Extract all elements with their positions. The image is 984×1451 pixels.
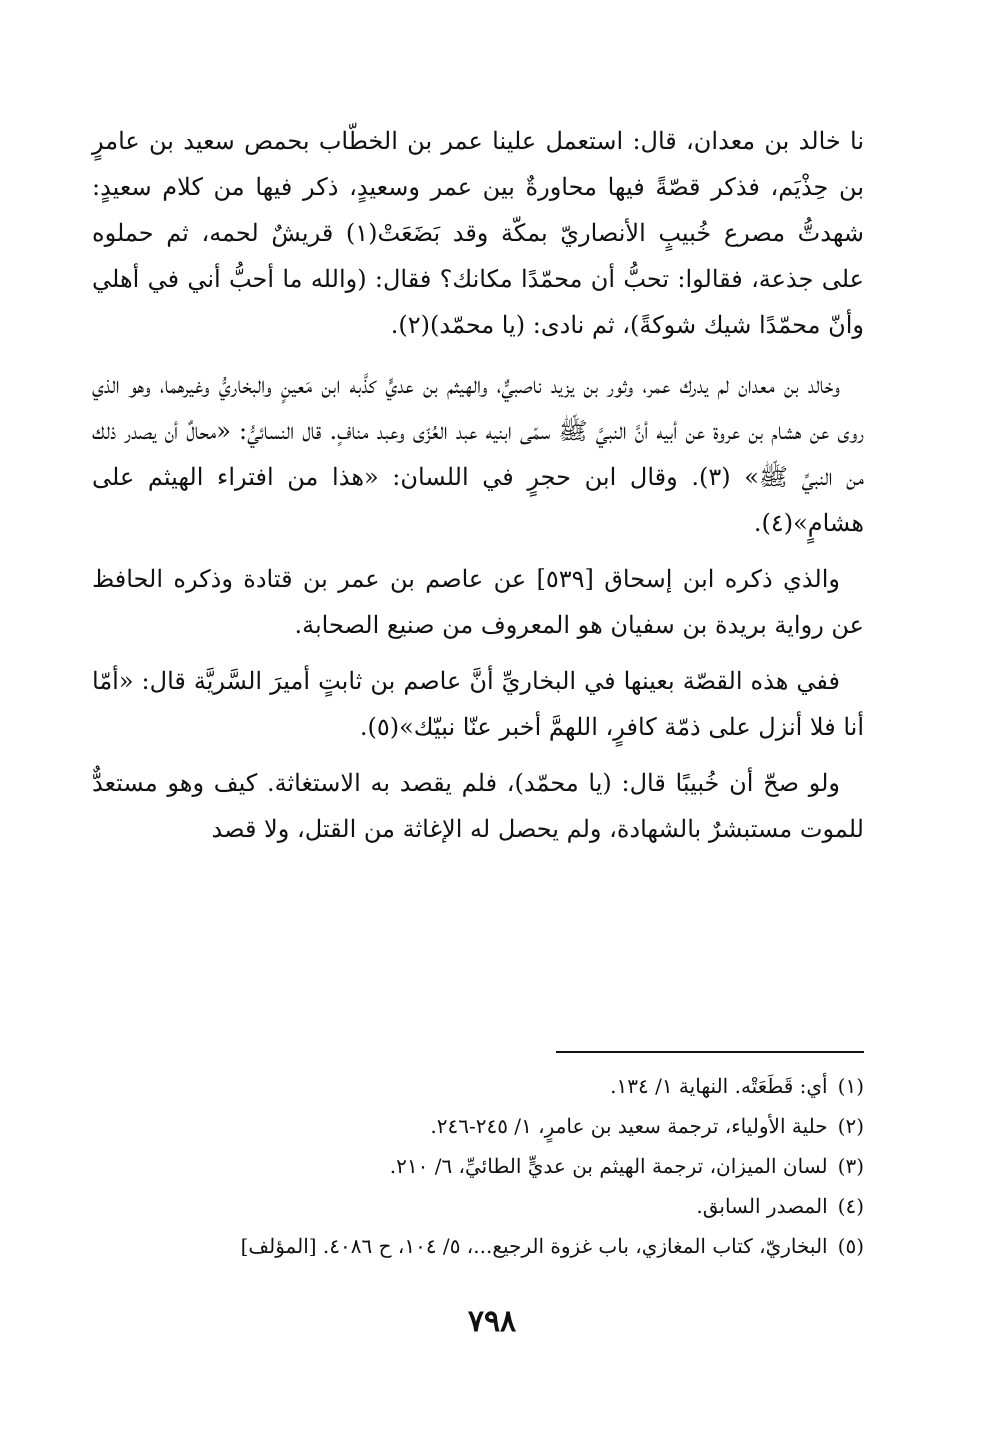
paragraph-4: ففي هذه القصّة بعينها في البخاريِّ أنَّ عاصم بن ثابتٍ أميرَ السَّريَّة قال: «أمّا أنا فلا أنزل على ذمّة كافرٍ، اللهمَّ أخبر عنّا نبيّك»(٥). <box>92 667 864 741</box>
footnote-text: لسان الميزان، ترجمة الهيثم بن عديٍّ الطائيِّ، ٦/ ٢١٠. <box>389 1154 828 1178</box>
footnote-1 <box>92 1066 864 1106</box>
footnote-number: (١) <box>837 1074 864 1098</box>
footnote-3 <box>92 1146 864 1186</box>
footnote-2 <box>92 1106 864 1146</box>
footnote-4 <box>92 1186 864 1226</box>
paragraph-1: نا خالد بن معدان، قال: استعمل علينا عمر بن الخطّاب بحمص سعيد بن عامرٍ بن حِذْيَم، فذكر قصّةً فيها محاورةٌ بين عمر وسعيدٍ، ذكر فيها من كلام سعيدٍ: شهدتُّ مصرع خُبيبٍ الأنصاريّ بمكّة وقد بَضَعَتْ(١) قريشٌ لحمه، ثم حملوه على جذعة، فقالوا: تحبُّ أن محمّدًا مكانك؟ فقال: (والله ما أحبُّ أني في أهلي وأنّ محمّدًا شيك شوكةً)، ثم نادى: (يا محمّد)(٢). <box>92 127 864 339</box>
footnote-5 <box>92 1226 864 1266</box>
footnote-text: البخاريّ، كتاب المغازي، باب غزوة الرجيع...، ٥/ ١٠٤، ح ٤٠٨٦. [المؤلف] <box>240 1234 828 1258</box>
paragraph-3: والذي ذكره ابن إسحاق [٥٣٩] عن عاصم بن عمر بن قتادة وذكره الحافظ عن رواية بريدة بن سفيان هو المعروف من صنيع الصحابة. <box>92 565 864 639</box>
footnote-text: أي: قَطَعَتْه. النهاية ١/ ١٣٤. <box>610 1074 828 1098</box>
footnote-number: (٤) <box>837 1194 864 1218</box>
footnote-number: (٣) <box>837 1154 864 1178</box>
paragraph-5: ولو صحّ أن خُبيبًا قال: (يا محمّد)، فلم يقصد به الاستغاثة. كيف وهو مستعدٌّ للموت مستبشرٌ بالشهادة، ولم يحصل له الإغاثة من القتل، ولا قصد <box>92 769 864 843</box>
footnote-text: المصدر السابق. <box>696 1194 828 1218</box>
footnote-text: حلية الأولياء، ترجمة سعيد بن عامرٍ، ١/ ٢٤٥-٢٤٦. <box>430 1114 828 1138</box>
footnotes <box>92 1066 864 1266</box>
main-text <box>92 118 864 862</box>
footnote-number: (٥) <box>837 1234 864 1258</box>
page-number: ٧٩٨ <box>467 1304 517 1339</box>
footnote-number: (٢) <box>837 1114 864 1138</box>
footnote-separator <box>556 1051 864 1053</box>
paragraph-2: وخالد بن معدان لم يدرك عمر، وثور بن يزيد ناصبيٌّ، والهيثم بن عديٍّ كذَّبه ابن مَعينٍ والبخاريُّ وغيرهما، وهو الذي روى عن هشام بن عروة عن أبيه أنَّ النبيَّ ﷺ سمّى ابنيه عبد العُزّى وعبد منافٍ. قال النسائيُّ: «محالٌ أن يصدر ذلك من النبيِّ ﷺ» (٣). وقال ابن حجرٍ في اللسان: «هذا من افتراء الهيثم على هشامٍ»(٤). <box>92 371 864 537</box>
